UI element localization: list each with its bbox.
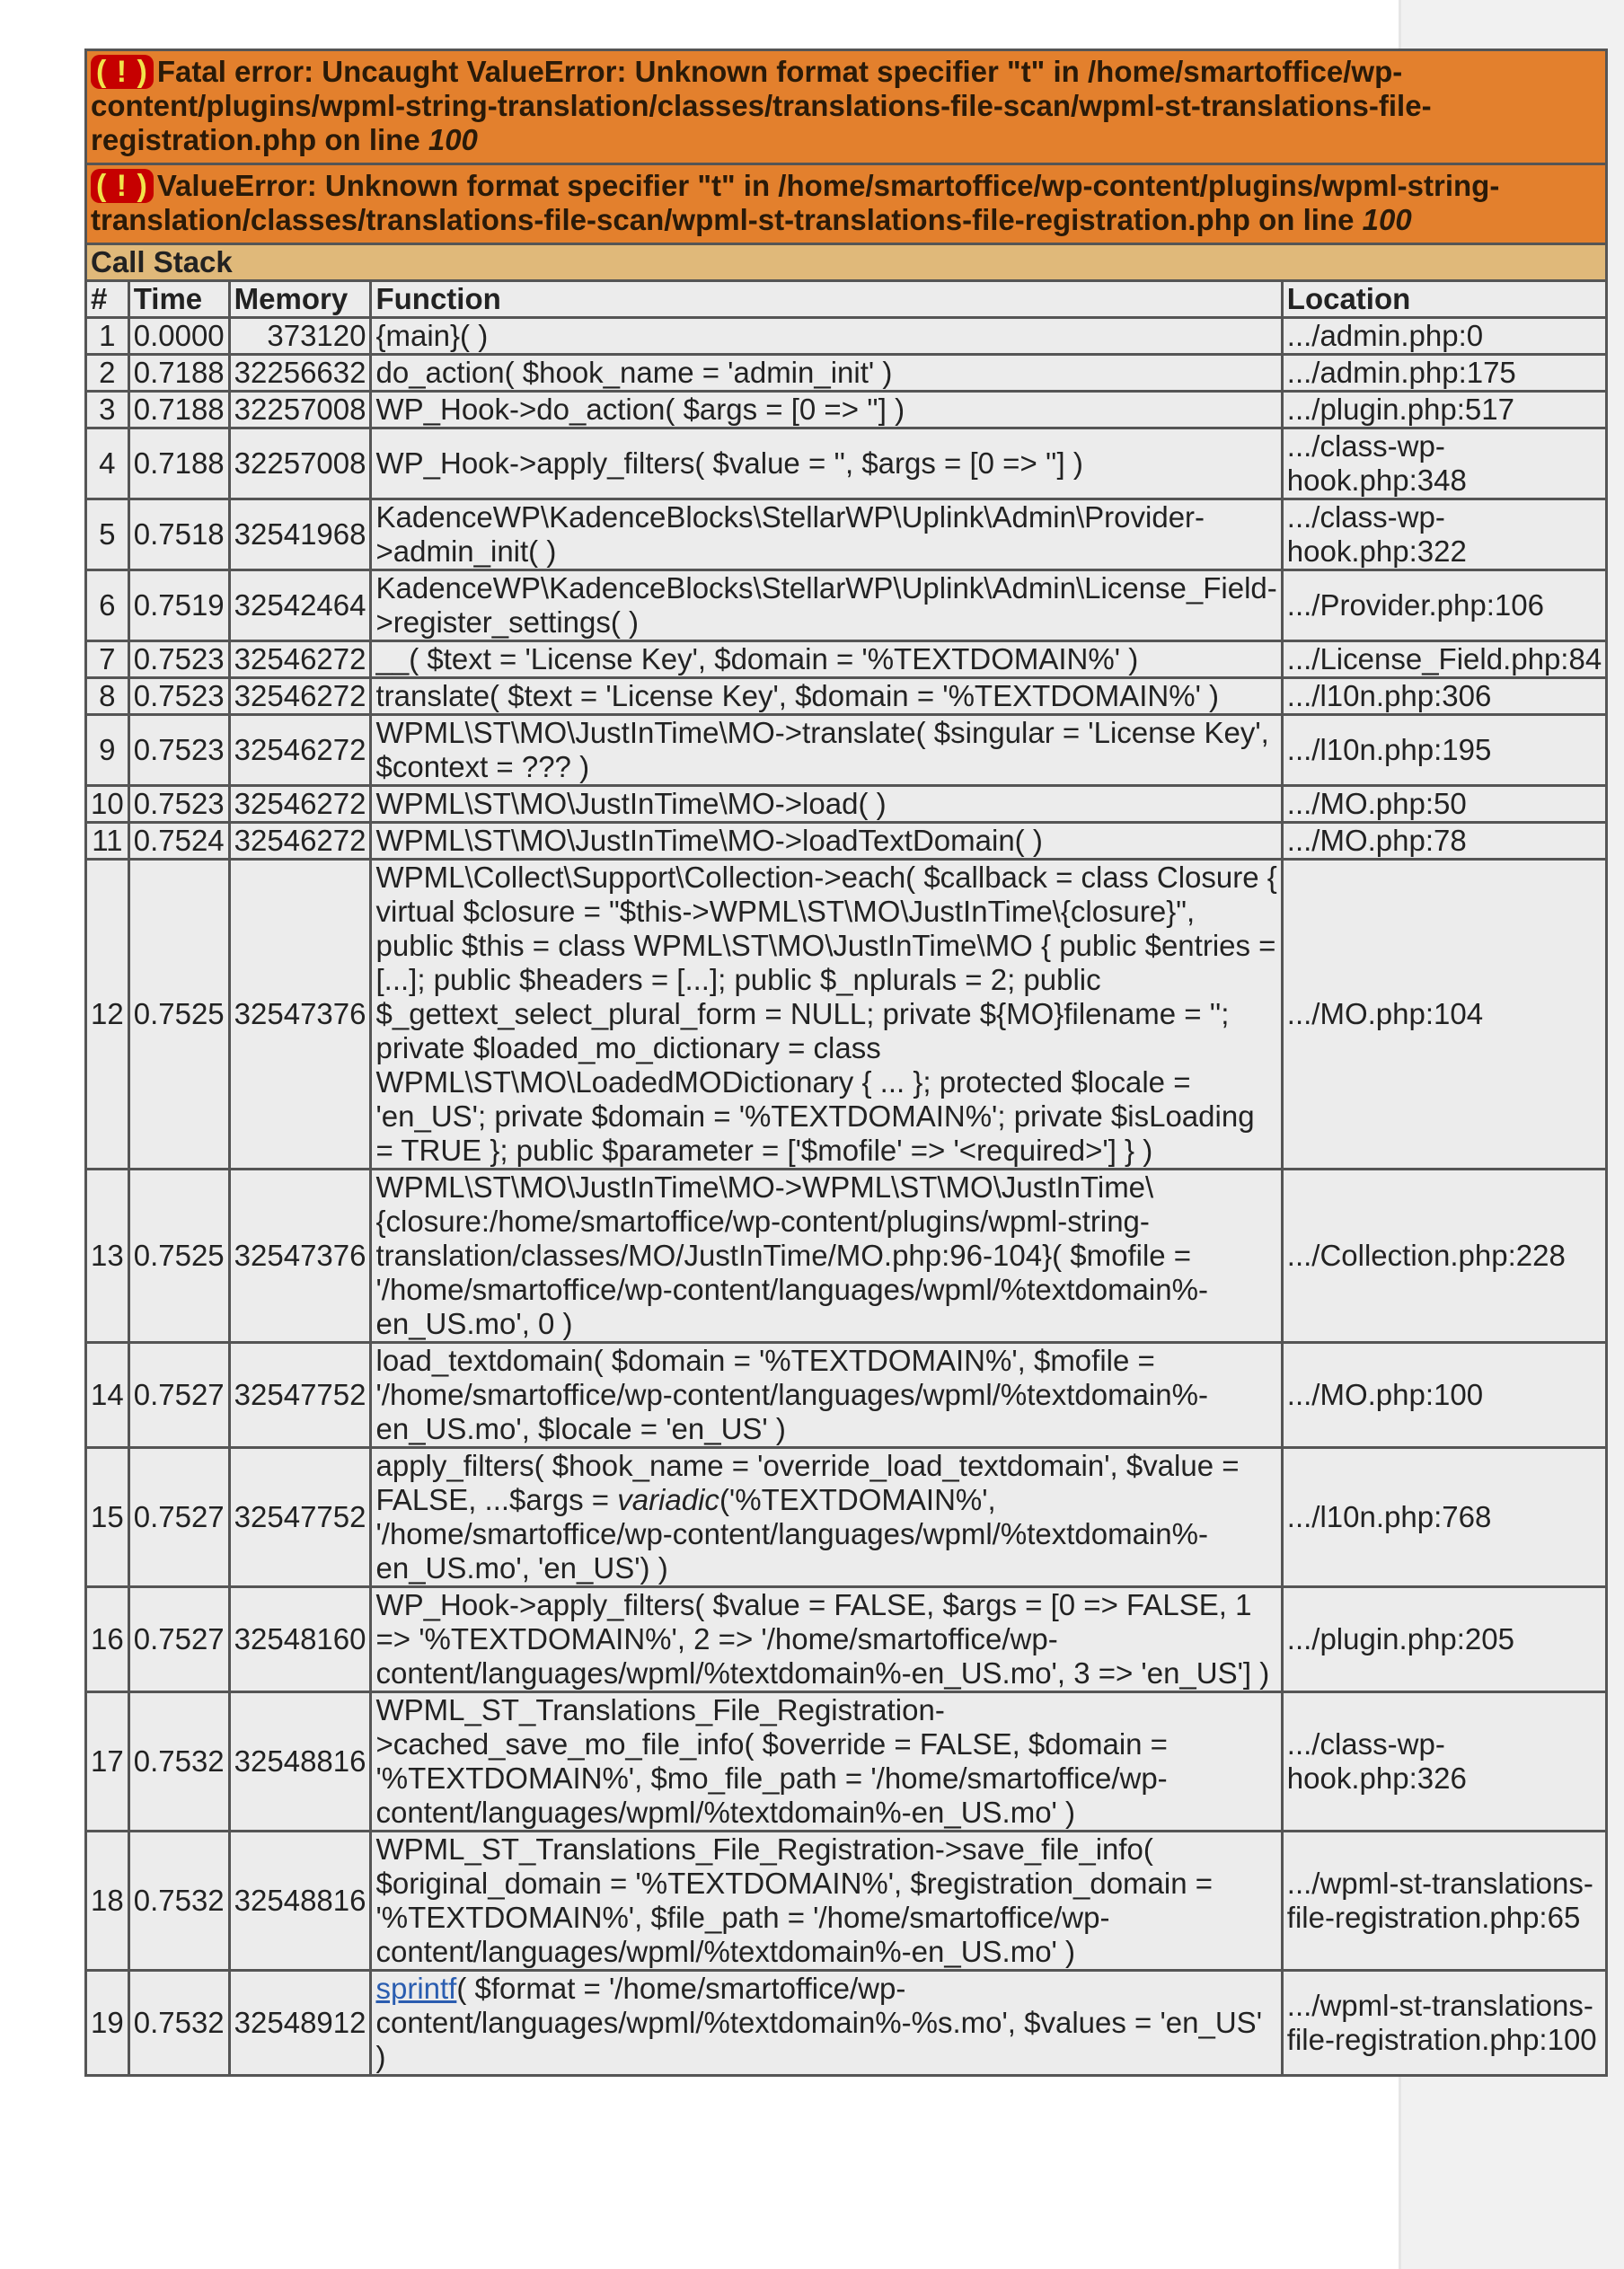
stack-memory: 32546272	[229, 641, 371, 678]
value-error-text: ValueError: Unknown format specifier "t" in /home/smartoffice/wp-content/plugins/wpml-string-translation/classes/translations-file-scan/wpml-st-translations-file-registration.php on line	[91, 169, 1500, 236]
stack-function: {main}( )	[371, 318, 1282, 355]
stack-function: WP_Hook->do_action( $args = [0 => ''] )	[371, 392, 1282, 428]
stack-location: .../License_Field.php:84	[1282, 641, 1606, 678]
stack-memory: 32547752	[229, 1343, 371, 1448]
stack-memory: 32548912	[229, 1971, 371, 2076]
stack-num: 10	[86, 786, 129, 823]
stack-row	[86, 570, 1607, 641]
stack-row	[86, 318, 1607, 355]
stack-num: 14	[86, 1343, 129, 1448]
stack-time: 0.7532	[128, 1971, 229, 2076]
stack-memory: 32546272	[229, 786, 371, 823]
fatal-error-text: Fatal error: Uncaught ValueError: Unknown format specifier "t" in /home/smartoffice/wp-content/plugins/wpml-string-translation/classes/translations-file-scan/wpml-st-translations-file-registration.php on line	[91, 55, 1432, 156]
stack-function	[371, 1971, 1282, 2076]
stack-time: 0.7532	[128, 1692, 229, 1832]
stack-time: 0.7532	[128, 1832, 229, 1971]
stack-memory: 32546272	[229, 715, 371, 786]
stack-memory: 32542464	[229, 570, 371, 641]
stack-num: 16	[86, 1587, 129, 1692]
function-text-pre: apply_filters( $hook_name = 'override_load_textdomain', $value = FALSE, ...$args =	[375, 1449, 1240, 1516]
stack-location: .../Provider.php:106	[1282, 570, 1606, 641]
stack-row	[86, 1343, 1607, 1448]
stack-time: 0.0000	[128, 318, 229, 355]
function-variadic: variadic	[617, 1483, 719, 1516]
stack-location: .../wpml-st-translations-file-registration.php:100	[1282, 1971, 1606, 2076]
stack-location: .../l10n.php:306	[1282, 678, 1606, 715]
stack-row	[86, 1587, 1607, 1692]
stack-time: 0.7525	[128, 860, 229, 1170]
stack-memory: 32548816	[229, 1832, 371, 1971]
value-error-line: 100	[1362, 203, 1412, 236]
stack-memory: 32546272	[229, 823, 371, 860]
stack-function: WPML\ST\MO\JustInTime\MO->translate( $singular = 'License Key', $context = ??? )	[371, 715, 1282, 786]
stack-time: 0.7523	[128, 715, 229, 786]
stack-num: 15	[86, 1448, 129, 1587]
stack-location: .../wpml-st-translations-file-registration.php:65	[1282, 1832, 1606, 1971]
stack-function: WPML\ST\MO\JustInTime\MO->WPML\ST\MO\JustInTime\{closure:/home/smartoffice/wp-content/plugins/wpml-string-translation/classes/MO/JustInTime/MO.php:96-104}( $mofile = '/home/smartoffice/wp-content/languages/wpml/%textdomain%-en_US.mo', 0 )	[371, 1170, 1282, 1343]
stack-row	[86, 428, 1607, 499]
stack-location: .../plugin.php:517	[1282, 392, 1606, 428]
call-stack-header-row	[86, 281, 1607, 318]
stack-function: WPML\ST\MO\JustInTime\MO->load( )	[371, 786, 1282, 823]
stack-memory: 32256632	[229, 355, 371, 392]
stack-location: .../class-wp-hook.php:322	[1282, 499, 1606, 570]
stack-memory: 32548160	[229, 1587, 371, 1692]
header-function: Function	[371, 281, 1282, 318]
stack-location: .../MO.php:78	[1282, 823, 1606, 860]
stack-num: 19	[86, 1971, 129, 2076]
stack-location: .../class-wp-hook.php:326	[1282, 1692, 1606, 1832]
stack-time: 0.7518	[128, 499, 229, 570]
stack-location: .../class-wp-hook.php:348	[1282, 428, 1606, 499]
stack-num: 3	[86, 392, 129, 428]
value-error-row	[86, 164, 1607, 244]
stack-num: 17	[86, 1692, 129, 1832]
stack-function	[371, 1448, 1282, 1587]
stack-time: 0.7524	[128, 823, 229, 860]
stack-num: 2	[86, 355, 129, 392]
stack-function: WP_Hook->apply_filters( $value = FALSE, $args = [0 => FALSE, 1 => '%TEXTDOMAIN%', 2 => '/home/smartoffice/wp-content/languages/wpml/%textdomain%-en_US.mo', 3 => 'en_US'] )	[371, 1587, 1282, 1692]
stack-row	[86, 1170, 1607, 1343]
stack-time: 0.7188	[128, 392, 229, 428]
stack-row	[86, 860, 1607, 1170]
stack-num: 7	[86, 641, 129, 678]
stack-function: WPML_ST_Translations_File_Registration->cached_save_mo_file_info( $override = FALSE, $domain = '%TEXTDOMAIN%', $mo_file_path = '/home/smartoffice/wp-content/languages/wpml/%textdomain%-en_US.mo' )	[371, 1692, 1282, 1832]
stack-memory: 373120	[229, 318, 371, 355]
stack-time: 0.7188	[128, 355, 229, 392]
stack-row	[86, 786, 1607, 823]
stack-time: 0.7527	[128, 1448, 229, 1587]
stack-time: 0.7525	[128, 1170, 229, 1343]
stack-location: .../MO.php:100	[1282, 1343, 1606, 1448]
stack-location: .../MO.php:104	[1282, 860, 1606, 1170]
stack-row	[86, 715, 1607, 786]
stack-memory: 32547376	[229, 1170, 371, 1343]
header-num: #	[86, 281, 129, 318]
stack-num: 6	[86, 570, 129, 641]
stack-row	[86, 1971, 1607, 2076]
stack-time: 0.7519	[128, 570, 229, 641]
stack-memory: 32257008	[229, 392, 371, 428]
stack-function: translate( $text = 'License Key', $domain = '%TEXTDOMAIN%' )	[371, 678, 1282, 715]
error-icon: ( ! )	[91, 169, 154, 203]
stack-row	[86, 499, 1607, 570]
stack-num: 12	[86, 860, 129, 1170]
function-text-post: ('%TEXTDOMAIN%', '/home/smartoffice/wp-content/languages/wpml/%textdomain%-en_US.mo', 'en_US') )	[375, 1483, 1208, 1585]
stack-row	[86, 823, 1607, 860]
xdebug-error-table	[84, 49, 1608, 2077]
stack-num: 1	[86, 318, 129, 355]
fatal-error-row	[86, 50, 1607, 164]
stack-time: 0.7523	[128, 641, 229, 678]
stack-function: load_textdomain( $domain = '%TEXTDOMAIN%', $mofile = '/home/smartoffice/wp-content/languages/wpml/%textdomain%-en_US.mo', $locale = 'en_US' )	[371, 1343, 1282, 1448]
stack-time: 0.7527	[128, 1587, 229, 1692]
stack-row	[86, 678, 1607, 715]
stack-function: do_action( $hook_name = 'admin_init' )	[371, 355, 1282, 392]
header-memory: Memory	[229, 281, 371, 318]
stack-row	[86, 641, 1607, 678]
sprintf-docs-link[interactable]: sprintf	[375, 1972, 457, 2005]
stack-time: 0.7523	[128, 786, 229, 823]
stack-function: __( $text = 'License Key', $domain = '%TEXTDOMAIN%' )	[371, 641, 1282, 678]
stack-time: 0.7527	[128, 1343, 229, 1448]
stack-row	[86, 392, 1607, 428]
call-stack-title: Call Stack	[86, 244, 1607, 281]
stack-num: 5	[86, 499, 129, 570]
stack-num: 11	[86, 823, 129, 860]
stack-location: .../admin.php:0	[1282, 318, 1606, 355]
stack-function: WPML_ST_Translations_File_Registration->save_file_info( $original_domain = '%TEXTDOMAIN%', $registration_domain = '%TEXTDOMAIN%', $file_path = '/home/smartoffice/wp-content/languages/wpml/%textdomain%-en_US.mo' )	[371, 1832, 1282, 1971]
stack-time: 0.7188	[128, 428, 229, 499]
stack-location: .../l10n.php:195	[1282, 715, 1606, 786]
stack-memory: 32548816	[229, 1692, 371, 1832]
stack-function: KadenceWP\KadenceBlocks\StellarWP\Uplink\Admin\Provider->admin_init( )	[371, 499, 1282, 570]
stack-num: 4	[86, 428, 129, 499]
stack-memory: 32257008	[229, 428, 371, 499]
stack-row	[86, 355, 1607, 392]
function-text-rest: ( $format = '/home/smartoffice/wp-content/languages/wpml/%textdomain%-%s.mo', $values = 'en_US' )	[375, 1972, 1262, 2073]
stack-row	[86, 1692, 1607, 1832]
stack-num: 18	[86, 1832, 129, 1971]
stack-num: 8	[86, 678, 129, 715]
stack-location: .../MO.php:50	[1282, 786, 1606, 823]
header-location: Location	[1282, 281, 1606, 318]
error-icon: ( ! )	[91, 55, 154, 89]
stack-location: .../l10n.php:768	[1282, 1448, 1606, 1587]
stack-row	[86, 1832, 1607, 1971]
stack-num: 13	[86, 1170, 129, 1343]
stack-function: KadenceWP\KadenceBlocks\StellarWP\Uplink\Admin\License_Field->register_settings( )	[371, 570, 1282, 641]
stack-location: .../Collection.php:228	[1282, 1170, 1606, 1343]
stack-function: WPML\ST\MO\JustInTime\MO->loadTextDomain( )	[371, 823, 1282, 860]
value-error-message	[86, 164, 1607, 244]
fatal-error-line: 100	[428, 123, 478, 156]
stack-function: WP_Hook->apply_filters( $value = '', $args = [0 => ''] )	[371, 428, 1282, 499]
stack-memory: 32541968	[229, 499, 371, 570]
call-stack-title-row	[86, 244, 1607, 281]
stack-num: 9	[86, 715, 129, 786]
stack-memory: 32547376	[229, 860, 371, 1170]
stack-row	[86, 1448, 1607, 1587]
stack-time: 0.7523	[128, 678, 229, 715]
header-time: Time	[128, 281, 229, 318]
stack-location: .../plugin.php:205	[1282, 1587, 1606, 1692]
stack-memory: 32546272	[229, 678, 371, 715]
fatal-error-message	[86, 50, 1607, 164]
stack-location: .../admin.php:175	[1282, 355, 1606, 392]
stack-function: WPML\Collect\Support\Collection->each( $callback = class Closure { virtual $closure = "$this->WPML\ST\MO\JustInTime\{closure}", public $this = class WPML\ST\MO\JustInTime\MO { public $entries = [...]; public $headers = [...]; public $_nplurals = 2; public $_gettext_select_plural_form = NULL; private ${MO}filename = ''; private $loaded_mo_dictionary = class WPML\ST\MO\LoadedMODictionary { ... }; protected $locale = 'en_US'; private $domain = '%TEXTDOMAIN%'; private $isLoading = TRUE }; public $parameter = ['$mofile' => '<required>'] } )	[371, 860, 1282, 1170]
stack-memory: 32547752	[229, 1448, 371, 1587]
